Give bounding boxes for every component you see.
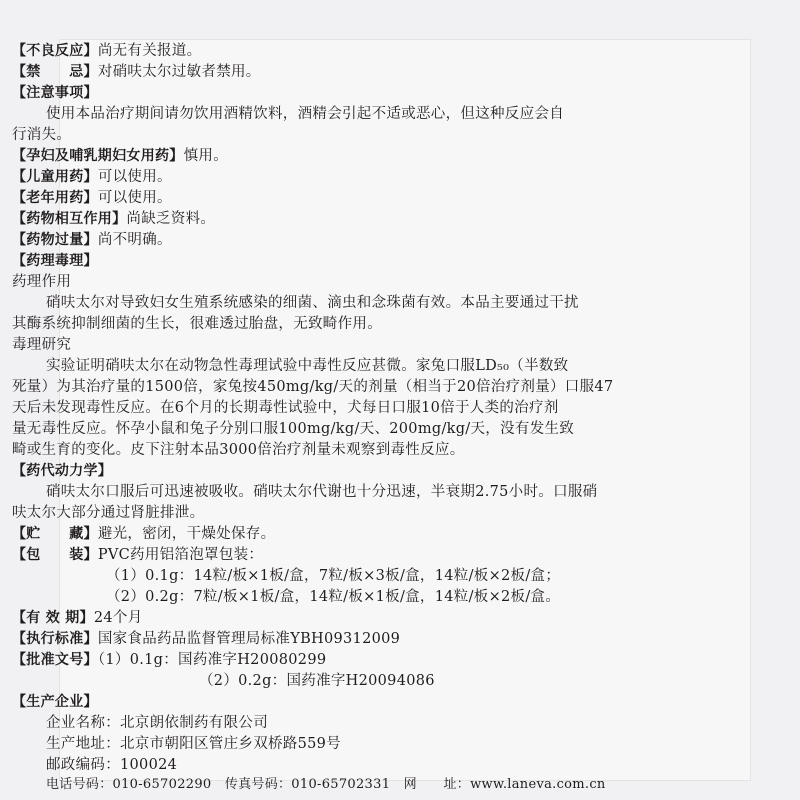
interactions-row — [12, 210, 215, 228]
packaging-label: 【包 装】 — [12, 547, 98, 563]
pregnancy-text: 慎用。 — [183, 148, 229, 164]
pharmacology-label: 【药理毒理】 — [12, 253, 98, 269]
storage-label: 【贮 藏】 — [12, 526, 98, 542]
approval-label: 【批准文号】 — [12, 652, 98, 668]
pharmacology-heading — [12, 252, 98, 270]
pediatric-label: 【儿童用药】 — [12, 169, 98, 185]
standard-label: 【执行标准】 — [12, 631, 98, 647]
fax-text: 传真号码：010-65702331 — [224, 777, 391, 792]
contraindications-label: 【禁 忌】 — [12, 64, 98, 80]
phone-text: 电话号码：010-65702290 — [46, 777, 212, 792]
approval-row — [12, 651, 326, 669]
adverse-reactions-text: 尚无有关报道。 — [97, 43, 202, 59]
pregnancy-row — [12, 147, 228, 165]
contact-line — [46, 777, 606, 792]
pharmacokinetics-label: 【药代动力学】 — [12, 463, 113, 479]
storage-text: 避光，密闭，干燥处保存。 — [97, 526, 276, 542]
pharmacokinetics-text-line: 呋太尔大部分通过肾脏排泄。 — [12, 505, 205, 521]
overdose-label: 【药物过量】 — [12, 232, 98, 248]
precautions-heading — [12, 84, 98, 102]
geriatric-text: 可以使用。 — [97, 190, 172, 206]
precautions-text-line: 行消失。 — [12, 127, 72, 143]
shelf-life-label: 【有 效 期】 — [12, 610, 94, 626]
overdose-row — [12, 231, 172, 249]
standard-row — [12, 630, 400, 648]
overdose-text: 尚不明确。 — [97, 232, 172, 248]
geriatric-label: 【老年用药】 — [12, 190, 98, 206]
pediatric-text: 可以使用。 — [97, 169, 172, 185]
pregnancy-label: 【孕妇及哺乳期妇女用药】 — [12, 148, 184, 164]
manufacturer-heading — [12, 693, 98, 711]
contraindications-row — [12, 63, 261, 81]
toxicology-text-line: 死量）为其治疗量的1500倍，家兔按450mg/kg/天的剂量（相当于20倍治疗剂量）口服47 — [12, 379, 614, 395]
pediatric-row — [12, 168, 172, 186]
company-name-line: 企业名称：北京朗依制药有限公司 — [46, 715, 268, 731]
contraindications-text: 对硝呋太尔过敏者禁用。 — [97, 64, 261, 80]
manufacturer-label: 【生产企业】 — [12, 694, 98, 710]
postcode-line: 邮政编码：100024 — [46, 757, 178, 773]
toxicology-text-line: 天后未发现毒性反应。在6个月的长期毒性试验中，犬每日口服10倍于人类的治疗剂 — [12, 400, 559, 416]
packaging-option-line: （2）0.2g：7粒/板×1板/盒，14粒/板×1板/盒，14粒/板×2板/盒。 — [106, 589, 561, 605]
packaging-text: PVC药用铝箔泡罩包装： — [97, 547, 264, 563]
toxicology-text-line: 实验证明硝呋太尔在动物急性毒理试验中毒性反应甚微。家兔口服LD₅₀（半数致 — [46, 358, 569, 374]
pharmacology-text-line: 其酶系统抑制细菌的生长，很难透过胎盘，无致畸作用。 — [12, 316, 382, 332]
precautions-text-line: 使用本品治疗期间请勿饮用酒精饮料，酒精会引起不适或恶心，但这种反应会自 — [46, 106, 564, 122]
precautions-label: 【注意事项】 — [12, 85, 98, 101]
pharmacokinetics-heading — [12, 462, 112, 480]
toxicology-text-line: 量无毒性反应。怀孕小鼠和兔子分别口服100mg/kg/天、200mg/kg/天，没有发生致 — [12, 421, 575, 437]
toxicology-text-line: 畸或生育的变化。皮下注射本品3000倍治疗剂量未观察到毒性反应。 — [12, 442, 465, 458]
shelf-life-text: 24个月 — [93, 610, 143, 626]
toxicology-subheading: 毒理研究 — [12, 337, 72, 353]
standard-text: 国家食品药品监督管理局标准YBH09312009 — [97, 631, 401, 647]
interactions-text: 尚缺乏资料。 — [126, 211, 216, 227]
interactions-label: 【药物相互作用】 — [12, 211, 127, 227]
pharmacology-text-line: 硝呋太尔对导致妇女生殖系统感染的细菌、滴虫和念珠菌有效。本品主要通过干扰 — [46, 295, 579, 311]
website-text: 网 址：www.laneva.com.cn — [403, 777, 606, 792]
approval-text-line: （2）0.2g：国药准字H20094086 — [199, 673, 435, 689]
pharmacokinetics-text-line: 硝呋太尔口服后可迅速被吸收。硝呋太尔代谢也十分迅速，半衰期2.75小时。口服硝 — [46, 484, 598, 500]
packaging-option-line: （1）0.1g：14粒/板×1板/盒，7粒/板×3板/盒，14粒/板×2板/盒； — [106, 568, 561, 584]
shelf-life-row — [12, 609, 143, 627]
packaging-row — [12, 546, 263, 564]
approval-text: （1）0.1g：国药准字H20080299 — [97, 652, 327, 668]
storage-row — [12, 525, 275, 543]
adverse-reactions-row — [12, 42, 201, 60]
pharmacology-subheading: 药理作用 — [12, 274, 72, 290]
address-line: 生产地址：北京市朝阳区管庄乡双桥路559号 — [46, 736, 341, 752]
geriatric-row — [12, 189, 172, 207]
adverse-reactions-label: 【不良反应】 — [12, 43, 98, 59]
